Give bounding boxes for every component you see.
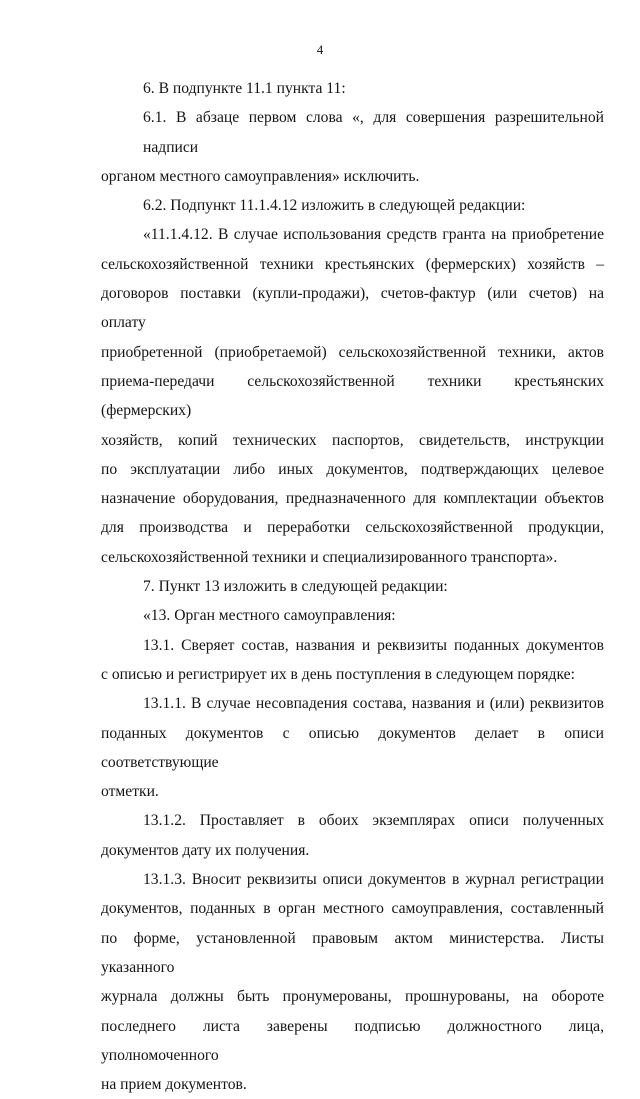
text-line: договоров поставки (купли-продажи), счетов-фактур (или счетов) на оплату bbox=[101, 285, 604, 332]
paragraph bbox=[101, 191, 604, 220]
text-line: отметки. bbox=[101, 783, 159, 801]
text-line: поданных документов с описью документов делает в описи соответствующие bbox=[101, 724, 604, 771]
text-line: 6.2. Подпункт 11.1.4.12 изложить в следующей редакции: bbox=[143, 197, 526, 215]
text-line: с описью и регистрирует их в день поступления в следующем порядке: bbox=[101, 665, 575, 683]
text-line: 13.1.2. Проставляет в обоих экземплярах описи полученных bbox=[143, 812, 604, 830]
text-line: органом местного самоуправления» исключить. bbox=[101, 167, 420, 185]
text-line: приобретенной (приобретаемой) сельскохозяйственной техники, актов bbox=[101, 343, 604, 361]
text-line: журнала должны быть пронумерованы, прошнурованы, на обороте bbox=[101, 988, 604, 1006]
text-line: для производства и переработки сельскохозяйственной продукции, bbox=[101, 519, 604, 537]
text-line: последнего листа заверены подписью должностного лица, уполномоченного bbox=[101, 1017, 604, 1064]
text-line: «11.1.4.12. В случае использования средств гранта на приобретение bbox=[143, 226, 604, 244]
text-line: «13. Орган местного самоуправления: bbox=[143, 607, 396, 625]
text-line: 6.1. В абзаце первом слова «, для совершения разрешительной надписи bbox=[143, 109, 604, 156]
text-line: назначение оборудования, предназначенного для комплектации объектов bbox=[101, 490, 604, 508]
text-line: сельскохозяйственной техники и специализированного транспорта». bbox=[101, 548, 558, 566]
paragraph bbox=[101, 631, 604, 690]
text-line: хозяйств, копий технических паспортов, свидетельств, инструкции bbox=[101, 431, 604, 449]
paragraph bbox=[101, 220, 604, 572]
paragraph bbox=[101, 74, 604, 103]
page-number: 4 bbox=[316, 42, 324, 57]
text-line: приема-передачи сельскохозяйственной техники крестьянских (фермерских) bbox=[101, 372, 604, 420]
text-line: 13.1.1. В случае несовпадения состава, названия и (или) реквизитов bbox=[143, 695, 604, 713]
paragraph bbox=[101, 572, 604, 601]
text-line: 7. Пункт 13 изложить в следующей редакции: bbox=[143, 578, 448, 596]
text-line: сельскохозяйственной техники крестьянских (фермерских) хозяйств – bbox=[101, 255, 604, 273]
text-line: документов, поданных в орган местного самоуправления, составленный bbox=[101, 900, 604, 918]
paragraph bbox=[101, 806, 604, 865]
text-line: 13.1. Сверяет состав, названия и реквизиты поданных документов bbox=[143, 636, 604, 654]
text-line: 13.1.3. Вносит реквизиты описи документов в журнал регистрации bbox=[143, 871, 604, 889]
paragraph bbox=[101, 689, 604, 806]
text-line: документов дату их получения. bbox=[101, 841, 310, 859]
text-line: по эксплуатации либо иных документов, подтверждающих целевое bbox=[101, 460, 604, 478]
document-body bbox=[101, 74, 604, 1099]
paragraph bbox=[101, 601, 604, 630]
text-line: 6. В подпункте 11.1 пункта 11: bbox=[143, 80, 346, 97]
paragraph bbox=[101, 103, 604, 191]
paragraph bbox=[101, 865, 604, 1099]
text-line: по форме, установленной правовым актом министерства. Листы указанного bbox=[101, 929, 604, 976]
text-line: на прием документов. bbox=[101, 1076, 247, 1094]
